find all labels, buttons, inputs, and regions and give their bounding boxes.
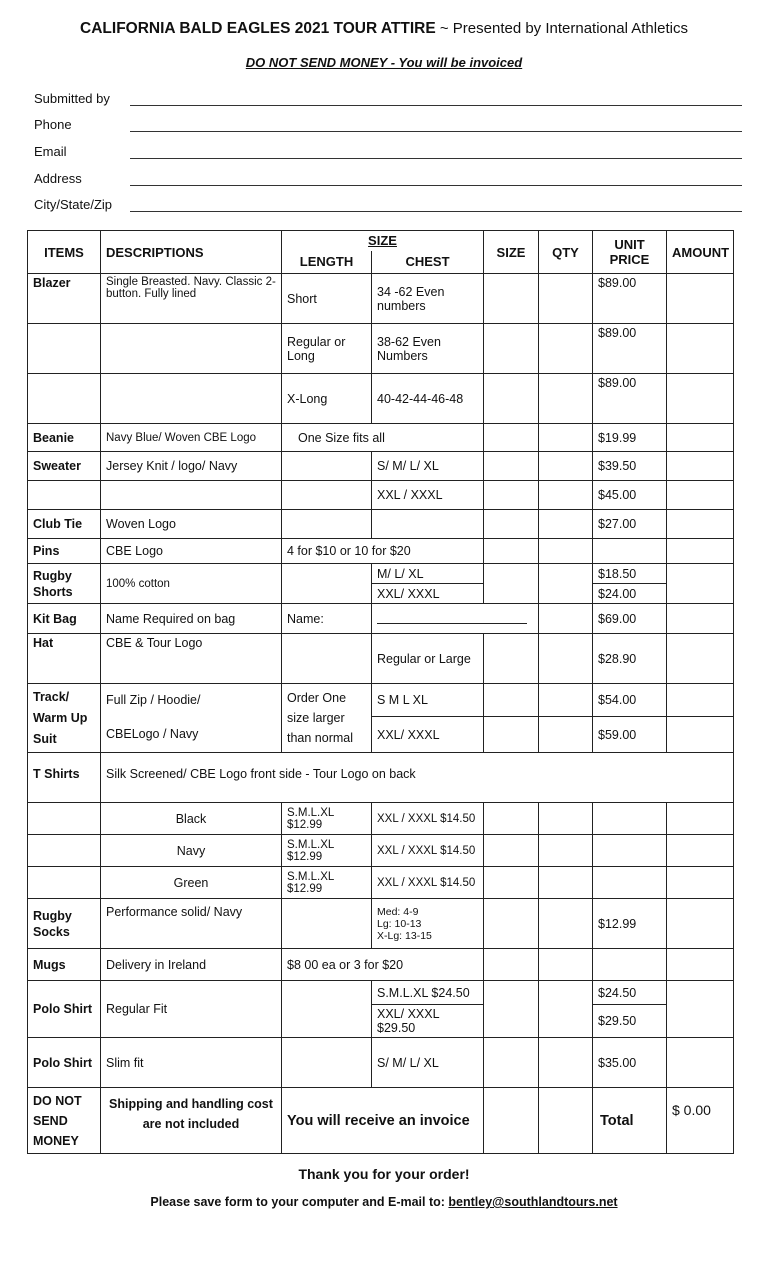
- item-mugs: Mugs: [28, 949, 101, 981]
- col-unit-price: UNIT PRICE: [593, 231, 667, 274]
- phone-label: Phone: [34, 117, 72, 132]
- price-cell: $29.50: [593, 1005, 667, 1038]
- table-row: [28, 981, 734, 1005]
- qty-input[interactable]: [539, 949, 593, 981]
- table-row: [28, 564, 734, 584]
- length-cell: Short: [282, 274, 372, 324]
- qty-input[interactable]: [539, 564, 593, 604]
- city-label: City/State/Zip: [34, 197, 113, 212]
- presented-by-text: ~ Presented by International Athletics: [435, 20, 688, 37]
- item-polo-slim: Polo Shirt: [28, 1038, 101, 1088]
- size-input[interactable]: [484, 539, 539, 564]
- size-note: 4 for $10 or 10 for $20: [282, 539, 484, 564]
- desc-track-1: Full Zip / Hoodie/: [101, 684, 282, 717]
- address-row: [34, 168, 742, 190]
- amount-cell[interactable]: [667, 634, 734, 684]
- price-cell: $69.00: [593, 604, 667, 634]
- size-input[interactable]: [484, 1038, 539, 1088]
- submitted-by-field[interactable]: [130, 91, 742, 106]
- size-note: $8 00 ea or 3 for $20: [282, 949, 484, 981]
- desc-beanie: Navy Blue/ Woven CBE Logo: [101, 424, 282, 452]
- length-cell: [282, 634, 372, 684]
- price-cell: $28.90: [593, 634, 667, 684]
- qty-input[interactable]: [539, 684, 593, 717]
- table-row: [28, 374, 734, 424]
- price-cell: [593, 539, 667, 564]
- size-input[interactable]: [484, 717, 539, 753]
- col-chest: CHEST: [372, 251, 484, 274]
- qty-input[interactable]: [539, 424, 593, 452]
- total-value[interactable]: $ 0.00: [667, 1088, 734, 1154]
- address-field[interactable]: [130, 171, 742, 186]
- submitted-by-row: [34, 88, 742, 110]
- qty-input[interactable]: [539, 539, 593, 564]
- bag-name-input[interactable]: [372, 604, 539, 634]
- table-row: [28, 803, 734, 835]
- qty-input[interactable]: [539, 324, 593, 374]
- amount-cell[interactable]: [667, 981, 734, 1038]
- length-cell: S.M.L.XL $12.99: [282, 835, 372, 867]
- amount-cell[interactable]: [667, 564, 734, 604]
- amount-cell[interactable]: [667, 424, 734, 452]
- submitted-by-label: Submitted by: [34, 91, 110, 106]
- size-input[interactable]: [484, 564, 539, 604]
- amount-cell[interactable]: [667, 324, 734, 374]
- chest-cell: XXL/ XXXL $29.50: [372, 1005, 484, 1038]
- item-cell: [28, 481, 101, 510]
- size-input[interactable]: [484, 803, 539, 835]
- amount-cell[interactable]: [667, 803, 734, 835]
- email-field[interactable]: [130, 144, 742, 159]
- amount-cell[interactable]: [667, 604, 734, 634]
- item-tshirts: T Shirts: [28, 753, 101, 803]
- col-descriptions: DESCRIPTIONS: [101, 231, 282, 274]
- price-cell: $59.00: [593, 717, 667, 753]
- length-cell: Order One size larger than normal: [282, 684, 372, 753]
- length-cell: Regular or Long: [282, 324, 372, 374]
- qty-input[interactable]: [539, 835, 593, 867]
- item-blazer: Blazer: [28, 274, 101, 324]
- length-cell: X-Long: [282, 374, 372, 424]
- table-row: [28, 481, 734, 510]
- col-size: SIZE: [484, 231, 539, 274]
- chest-cell: S.M.L.XL $24.50: [372, 981, 484, 1005]
- price-cell: $24.00: [593, 584, 667, 604]
- size-input[interactable]: [484, 324, 539, 374]
- table-row: [28, 274, 734, 324]
- desc-rugby-socks: Performance solid/ Navy: [101, 899, 282, 949]
- item-hat: Hat: [28, 634, 101, 684]
- price-cell: $19.99: [593, 424, 667, 452]
- qty-input[interactable]: [539, 867, 593, 899]
- length-cell: S.M.L.XL $12.99: [282, 867, 372, 899]
- desc-kit-bag: Name Required on bag: [101, 604, 282, 634]
- amount-cell[interactable]: [667, 510, 734, 539]
- item-rugby-shorts: Rugby Shorts: [28, 564, 101, 604]
- total-label: Total: [593, 1088, 667, 1154]
- city-field[interactable]: [130, 197, 742, 212]
- item-cell: [28, 803, 101, 835]
- price-cell: $89.00: [593, 324, 667, 374]
- thank-you-text: Thank you for your order!: [298, 1166, 470, 1182]
- price-cell: $27.00: [593, 510, 667, 539]
- sock-size-lg: Lg: 10-13: [377, 917, 422, 930]
- size-cell: [484, 1088, 539, 1154]
- title-text: CALIFORNIA BALD EAGLES 2021 TOUR ATTIRE: [80, 20, 436, 37]
- table-row: [28, 899, 734, 949]
- price-cell: [593, 867, 667, 899]
- qty-input[interactable]: [539, 374, 593, 424]
- col-amount: AMOUNT: [667, 231, 734, 274]
- item-cell: [28, 835, 101, 867]
- chest-cell: Regular or Large: [372, 634, 484, 684]
- item-polo-regular: Polo Shirt: [28, 981, 101, 1038]
- desc-mugs: Delivery in Ireland: [101, 949, 282, 981]
- qty-input[interactable]: [539, 452, 593, 481]
- length-cell: [282, 481, 372, 510]
- qty-input[interactable]: [539, 634, 593, 684]
- item-sweater: Sweater: [28, 452, 101, 481]
- qty-input[interactable]: [539, 481, 593, 510]
- qty-cell: [539, 1088, 593, 1154]
- color-black: Black: [101, 803, 282, 835]
- amount-cell[interactable]: [667, 481, 734, 510]
- page-title: [0, 20, 768, 38]
- size-input[interactable]: [484, 452, 539, 481]
- amount-cell[interactable]: [667, 717, 734, 753]
- phone-row: [34, 114, 742, 136]
- length-cell: S.M.L.XL $12.99: [282, 803, 372, 835]
- chest-cell: XXL / XXXL $14.50: [372, 867, 484, 899]
- qty-input[interactable]: [539, 899, 593, 949]
- item-cell: [28, 374, 101, 424]
- chest-cell: XXL/ XXXL: [372, 584, 484, 604]
- order-table: [27, 230, 734, 1154]
- size-input[interactable]: [484, 899, 539, 949]
- length-cell: [282, 510, 372, 539]
- save-text: Please save form to your computer and E-mail to:: [150, 1195, 449, 1209]
- qty-input[interactable]: [539, 803, 593, 835]
- sock-sizes: [372, 899, 484, 949]
- price-cell: $45.00: [593, 481, 667, 510]
- sock-size-med: Med: 4-9: [377, 905, 419, 918]
- desc-polo-slim: Slim fit: [101, 1038, 282, 1088]
- chest-cell: S M L XL: [372, 684, 484, 717]
- length-cell: [282, 1038, 372, 1088]
- table-row: [28, 753, 734, 803]
- price-cell: [593, 835, 667, 867]
- email-label: Email: [34, 144, 67, 159]
- table-row: [28, 424, 734, 452]
- table-row: [28, 1038, 734, 1088]
- contact-email-link[interactable]: bentley@southlandtours.net: [448, 1195, 618, 1209]
- item-cell: [28, 324, 101, 374]
- desc-tshirts: Silk Screened/ CBE Logo front side - Tour Logo on back: [101, 753, 734, 803]
- table-row: [28, 634, 734, 684]
- payment-warning: DO NOT SEND MONEY - You will be invoiced: [245, 55, 523, 70]
- col-length: LENGTH: [282, 251, 372, 274]
- chest-cell: XXL / XXXL $14.50: [372, 835, 484, 867]
- item-kit-bag: Kit Bag: [28, 604, 101, 634]
- chest-cell: 34 -62 Even numbers: [372, 274, 484, 324]
- desc-blazer: Single Breasted. Navy. Classic 2-button. Fully lined: [101, 274, 282, 324]
- size-input[interactable]: [484, 634, 539, 684]
- item-pins: Pins: [28, 539, 101, 564]
- chest-cell: XXL / XXXL: [372, 481, 484, 510]
- desc-sweater: Jersey Knit / logo/ Navy: [101, 452, 282, 481]
- table-row: [28, 835, 734, 867]
- amount-cell[interactable]: [667, 1038, 734, 1088]
- item-track-suit: Track/ Warm Up Suit: [28, 684, 101, 753]
- price-cell: [593, 803, 667, 835]
- amount-cell[interactable]: [667, 452, 734, 481]
- address-label: Address: [34, 171, 82, 186]
- price-cell: $18.50: [593, 564, 667, 584]
- qty-input[interactable]: [539, 1038, 593, 1088]
- price-cell: $39.50: [593, 452, 667, 481]
- color-navy: Navy: [101, 835, 282, 867]
- price-cell: $54.00: [593, 684, 667, 717]
- length-cell: Name:: [282, 604, 372, 634]
- size-input[interactable]: [484, 867, 539, 899]
- amount-cell[interactable]: [667, 539, 734, 564]
- table-row: [28, 867, 734, 899]
- length-cell: [282, 981, 372, 1038]
- col-items: ITEMS: [28, 231, 101, 274]
- chest-cell: S/ M/ L/ XL: [372, 1038, 484, 1088]
- sock-size-xlg: X-Lg: 13-15: [377, 929, 432, 942]
- desc-clubtie: Woven Logo: [101, 510, 282, 539]
- col-qty: QTY: [539, 231, 593, 274]
- city-row: [34, 194, 742, 216]
- size-input[interactable]: [484, 374, 539, 424]
- chest-cell: 40-42-44-46-48: [372, 374, 484, 424]
- item-clubtie: Club Tie: [28, 510, 101, 539]
- price-cell: $24.50: [593, 981, 667, 1005]
- qty-input[interactable]: [539, 717, 593, 753]
- size-input[interactable]: [484, 684, 539, 717]
- table-row: [28, 1088, 734, 1154]
- size-input[interactable]: [484, 424, 539, 452]
- price-cell: $89.00: [593, 274, 667, 324]
- price-cell: [593, 949, 667, 981]
- amount-cell[interactable]: [667, 867, 734, 899]
- item-rugby-socks: Rugby Socks: [28, 899, 101, 949]
- price-cell: $12.99: [593, 899, 667, 949]
- table-row: [28, 717, 734, 753]
- chest-cell: S/ M/ L/ XL: [372, 452, 484, 481]
- desc-track-2: CBELogo / Navy: [101, 717, 282, 753]
- do-not-send-money: DO NOT SEND MONEY: [28, 1088, 101, 1154]
- amount-cell[interactable]: [667, 274, 734, 324]
- table-row: [28, 452, 734, 481]
- desc-cell: [101, 481, 282, 510]
- desc-pins: CBE Logo: [101, 539, 282, 564]
- desc-polo-regular: Regular Fit: [101, 981, 282, 1038]
- item-cell: [28, 867, 101, 899]
- chest-cell: M/ L/ XL: [372, 564, 484, 584]
- size-input[interactable]: [484, 981, 539, 1038]
- table-row: [28, 684, 734, 717]
- price-cell: $35.00: [593, 1038, 667, 1088]
- table-row: [28, 949, 734, 981]
- table-row: [28, 324, 734, 374]
- col-size-group: SIZE: [282, 231, 484, 251]
- desc-cell: [101, 374, 282, 424]
- table-row: [28, 510, 734, 539]
- price-cell: $89.00: [593, 374, 667, 424]
- amount-cell[interactable]: [667, 835, 734, 867]
- chest-cell: XXL/ XXXL: [372, 717, 484, 753]
- size-input[interactable]: [484, 835, 539, 867]
- qty-input[interactable]: [539, 510, 593, 539]
- qty-input[interactable]: [539, 274, 593, 324]
- length-cell: [282, 899, 372, 949]
- qty-input[interactable]: [539, 981, 593, 1038]
- table-row: [28, 604, 734, 634]
- shipping-note: Shipping and handling cost are not included: [101, 1088, 282, 1154]
- item-beanie: Beanie: [28, 424, 101, 452]
- amount-cell[interactable]: [667, 374, 734, 424]
- phone-field[interactable]: [130, 117, 742, 132]
- save-instructions: [0, 1195, 768, 1209]
- invoice-note: You will receive an invoice: [282, 1088, 484, 1154]
- chest-cell: [372, 510, 484, 539]
- size-note: One Size fits all: [282, 424, 484, 452]
- length-cell: [282, 452, 372, 481]
- email-row: [34, 141, 742, 163]
- size-input[interactable]: [484, 274, 539, 324]
- desc-rugby-shorts: 100% cotton: [101, 564, 282, 604]
- qty-input[interactable]: [539, 604, 593, 634]
- size-input[interactable]: [484, 949, 539, 981]
- amount-cell[interactable]: [667, 949, 734, 981]
- chest-cell: 38-62 Even Numbers: [372, 324, 484, 374]
- desc-hat: CBE & Tour Logo: [101, 634, 282, 684]
- length-cell: [282, 564, 372, 604]
- color-green: Green: [101, 867, 282, 899]
- size-input[interactable]: [484, 481, 539, 510]
- chest-cell: XXL / XXXL $14.50: [372, 803, 484, 835]
- desc-cell: [101, 324, 282, 374]
- amount-cell[interactable]: [667, 899, 734, 949]
- amount-cell[interactable]: [667, 684, 734, 717]
- size-input[interactable]: [484, 510, 539, 539]
- table-row: [28, 539, 734, 564]
